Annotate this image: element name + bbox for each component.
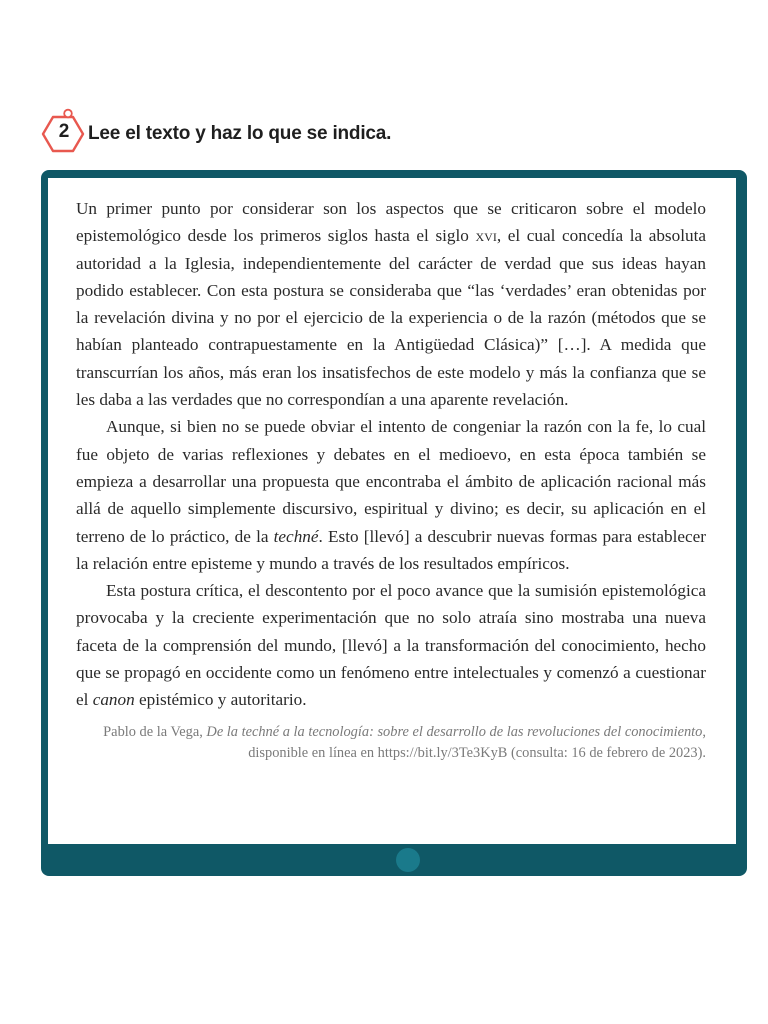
reading-paragraph-2 (76, 413, 706, 577)
citation-author: Pablo de la Vega, (103, 723, 207, 740)
reading-paragraph-3 (76, 577, 706, 713)
paragraph-2-text-b: . Esto [llevó] a descubrir nuevas formas para establecer la relación entre episteme y mundo a través de los resultados empíricos. (76, 526, 706, 573)
reading-paragraph-1 (76, 195, 706, 413)
century-numeral: xvi (475, 226, 497, 246)
canon-term: canon (92, 690, 135, 710)
activity-number: 2 (58, 121, 70, 142)
citation-title: De la techné a la tecnología: sobre el desarrollo de las revoluciones del conocimiento (206, 723, 703, 740)
paragraph-1-text-a: Un primer punto por considerar son los aspectos que se criticaron sobre el modelo epistemológico desde los primeros siglos hasta el siglo (76, 199, 706, 246)
paragraph-2-text-a: Aunque, si bien no se puede obviar el intento de congeniar la razón con la fe, lo cual fue objeto de varias reflexiones y debates en el medioevo, en esta época también se empieza a desarrollar una propuesta que encontraba el ámbito de aplicación racional más allá de aquello simplemente discursivo, espiritual y divino; es decir, su aplicación en el terreno de lo práctico, de la (76, 417, 706, 546)
source-citation (76, 722, 706, 764)
citation-availability: , disponible en línea en https://bit.ly/3Te3KyB (consulta: 16 de febrero de 2023). (248, 723, 706, 761)
paragraph-3-text-b: epistémico y autoritario. (134, 690, 307, 710)
techne-term: techné (273, 526, 319, 546)
activity-number-badge (40, 108, 88, 160)
paragraph-3-text-a: Esta postura crítica, el descontento por el poco avance que la sumisión epistemológica provocaba y la creciente experimentación que no solo atraía sino mostraba una nueva faceta de la comprensión del mundo, [llevó] a la transformación del conocimiento, hecho que se propagó en occidente como un fenómeno entre intelectuales y comenzó a cuestionar el (76, 581, 706, 710)
footer-dot-icon (396, 848, 420, 872)
paragraph-1-text-b: , el cual concedía la absoluta autoridad a la Iglesia, independientemente del carácter de verdad que sus ideas hayan podido establecer. Con esta postura se consideraba que “las ‘verdades’ eran obtenidas por la revelación divina y no por el ejercicio de la experiencia o de la razón (métodos que se habían planteado contrapuestamente en la Antigüedad Clásica)” […]. A medida que transcurrían los años, más eran los insatisfechos de este modelo y más la confianza que se les daba a las verdades que no correspondían a una aparente revelación. (76, 226, 706, 410)
reading-panel (41, 170, 747, 876)
activity-instruction: Lee el texto y haz lo que se indica. (88, 123, 392, 144)
reading-content (48, 178, 736, 844)
